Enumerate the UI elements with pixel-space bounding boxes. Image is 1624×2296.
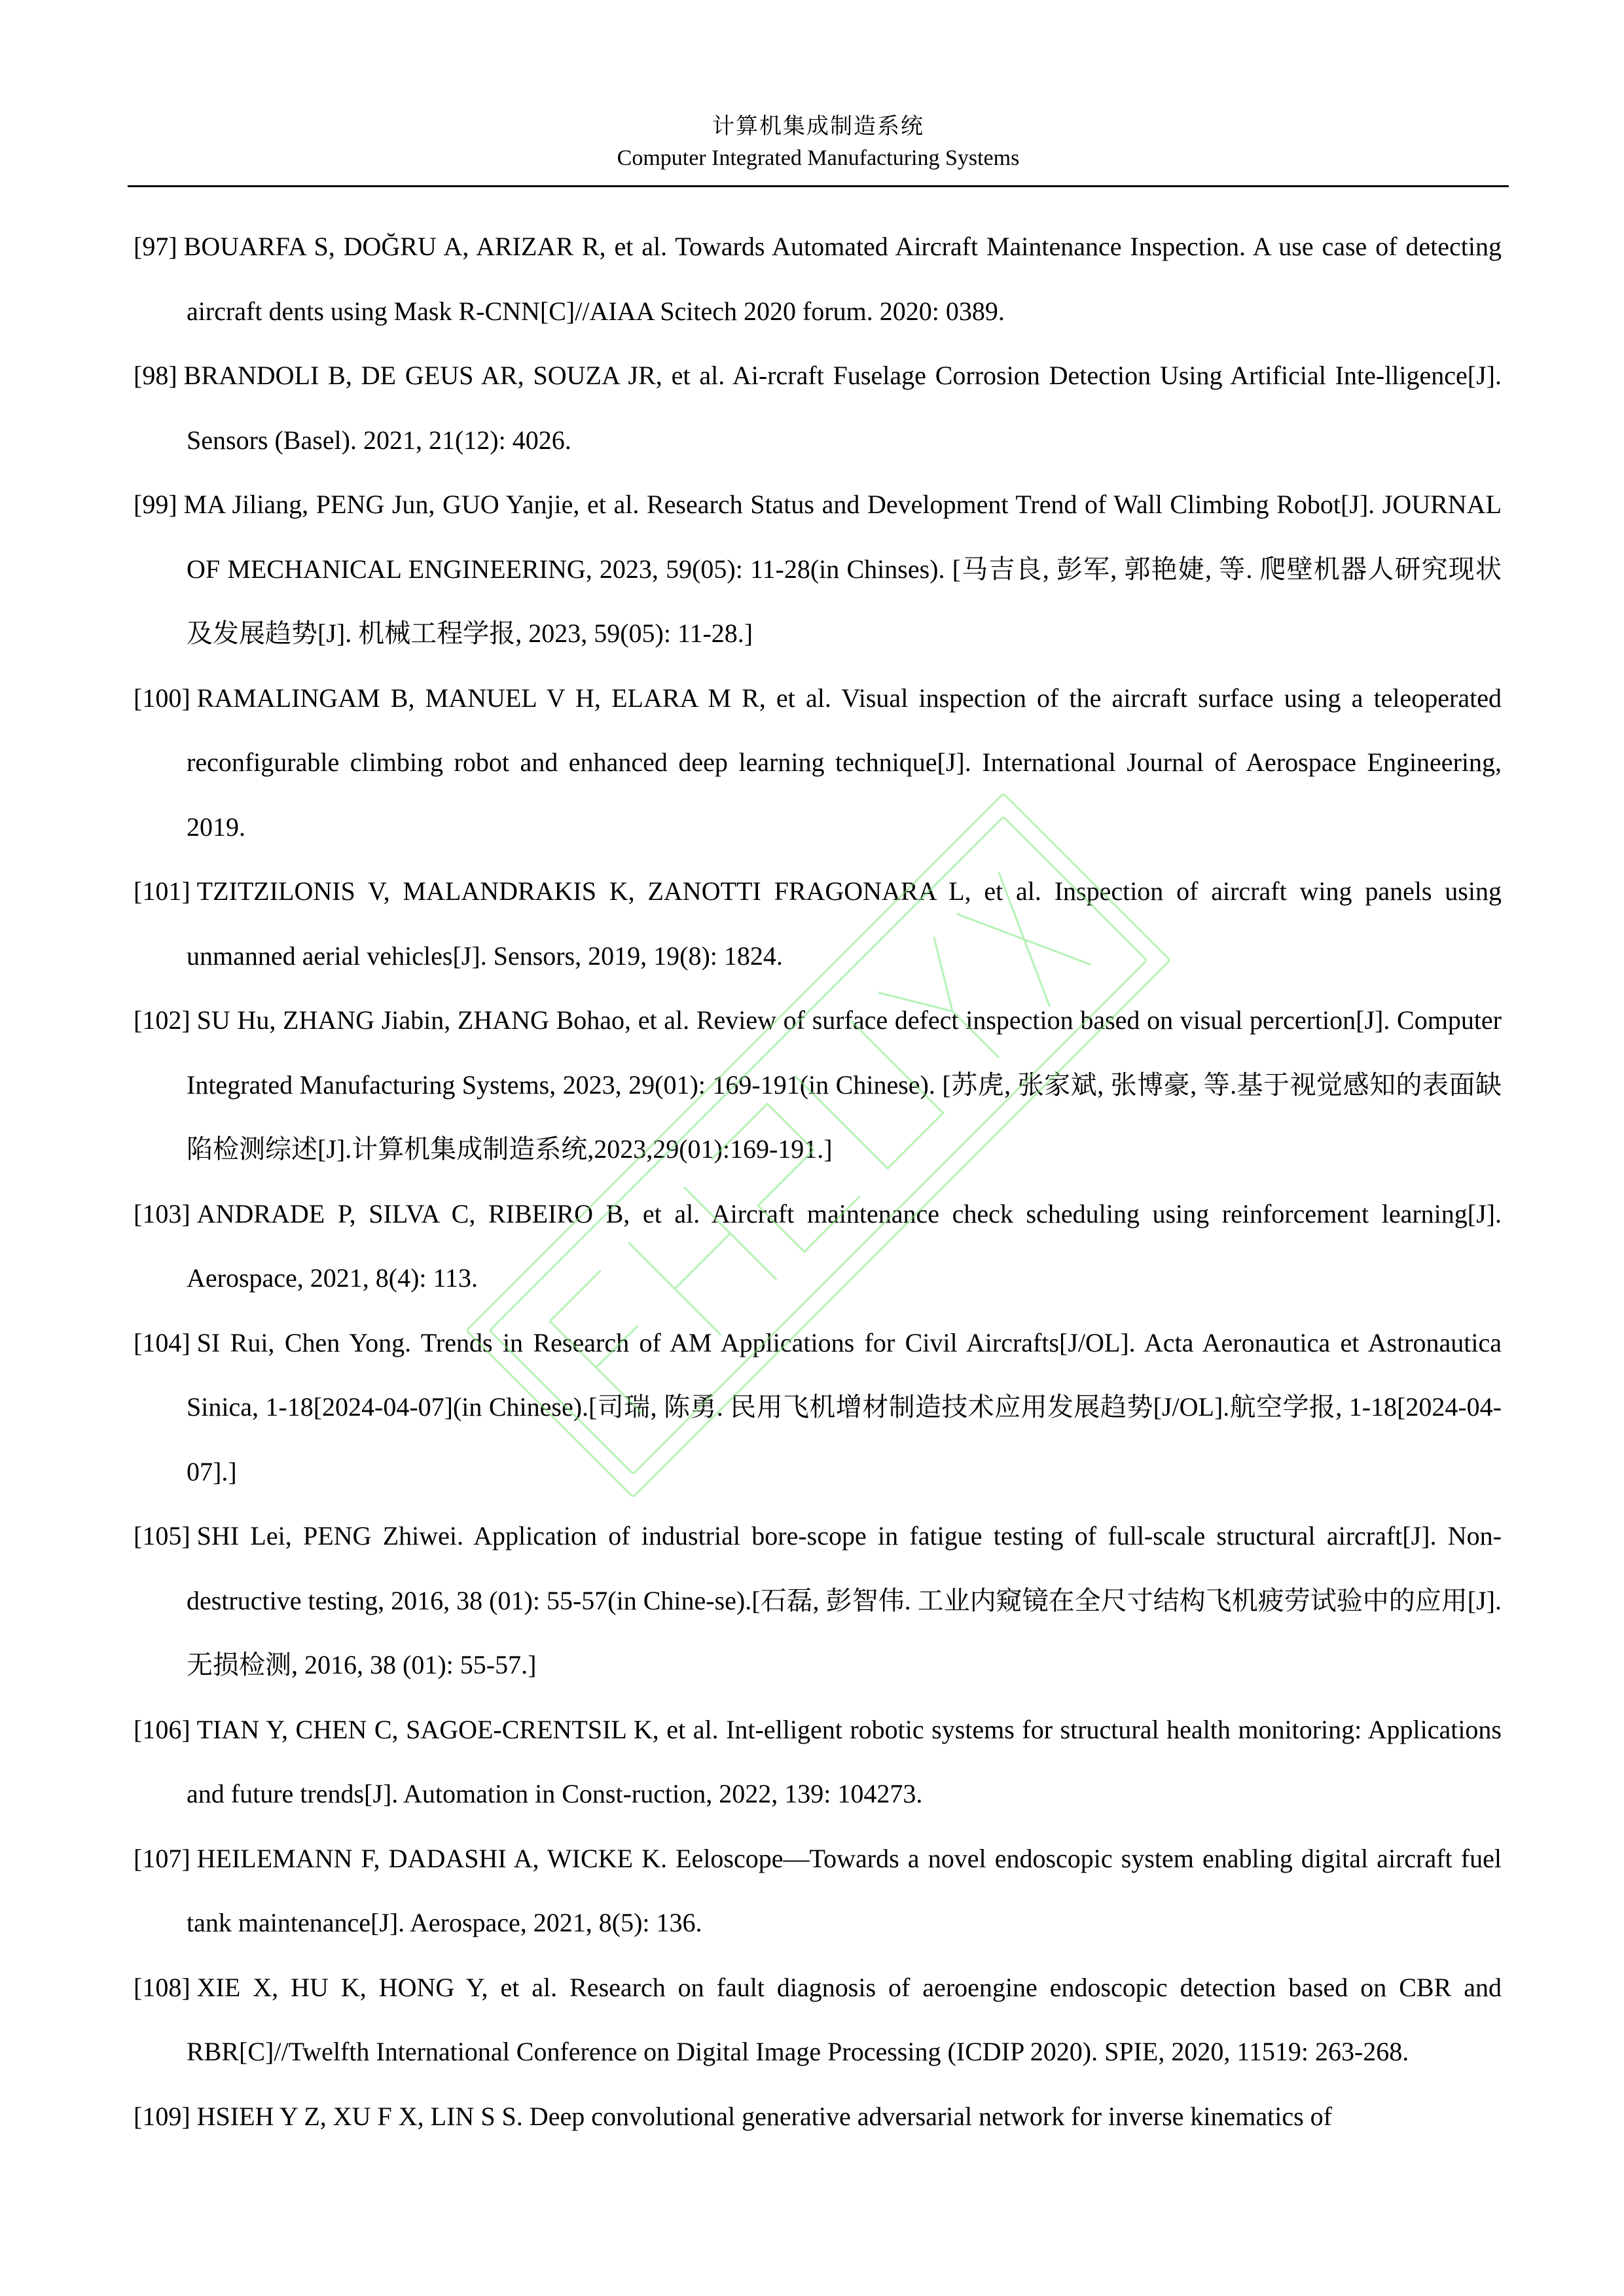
reference-text: HEILEMANN F, DADASHI A, WICKE K. Eeloscope—Towards a novel endoscopic system enabling digital aircraft fuel tank maintenance[J]. Aerospace, 2021, 8(5): 136. [187, 1843, 1502, 1937]
reference-number: [99] [134, 490, 177, 519]
reference-text: BRANDOLI B, DE GEUS AR, SOUZA JR, et al. Ai-rcraft Fuselage Corrosion Detection Using Artificial Inte-lligence[J]. Sensors (Basel). 2021, 21(12): 4026. [183, 361, 1502, 455]
reference-number: [108] [134, 1972, 190, 2002]
reference-item [134, 1956, 1502, 2085]
reference-number: [101] [134, 876, 190, 906]
reference-number: [102] [134, 1005, 190, 1035]
reference-number: [98] [134, 361, 177, 390]
reference-number: [100] [134, 683, 190, 713]
reference-number: [103] [134, 1198, 190, 1229]
journal-title-chinese: 计算机集成制造系统 [712, 115, 924, 139]
header-divider [128, 185, 1509, 187]
reference-item [134, 473, 1502, 666]
reference-number: [104] [134, 1327, 190, 1357]
reference-item [134, 344, 1502, 473]
reference-text: MA Jiliang, PENG Jun, GUO Yanjie, et al. Research Status and Development Trend of Wall Climbing Robot[J]. JOURNAL OF MECHANICAL ENGINEERING, 2023, 59(05): 11-28(in Chinses). [马吉良, 彭军, 郭艳婕, 等. 爬壁机器人研究现状及发展趋势[J]. 机械工程学报, 2023, 59(05): 11-28.] [183, 490, 1502, 648]
reference-item [134, 666, 1502, 860]
reference-text: SHI Lei, PENG Zhiwei. Application of industrial bore-scope in fatigue testing of full-scale structural aircraft[J]. Non-destructive testing, 2016, 38 (01): 55-57(in Chine-se).[石磊, 彭智伟. 工业内窥镜在全尺寸结构飞机疲劳试验中的应用[J]. 无损检测, 2016, 38 (01): 55-57.] [187, 1521, 1502, 1679]
reference-item [134, 1182, 1502, 1311]
running-header [128, 111, 1509, 174]
reference-number: [107] [134, 1843, 190, 1873]
reference-item [134, 1311, 1502, 1505]
reference-text: XIE X, HU K, HONG Y, et al. Research on fault diagnosis of aeroengine endoscopic detection based on CBR and RBR[C]//Twelfth International Conference on Digital Image Processing (ICDIP 2020). SPIE, 2020, 11519: 263-268. [187, 1972, 1502, 2066]
reference-item [134, 988, 1502, 1182]
reference-item [134, 1827, 1502, 1956]
reference-item [134, 859, 1502, 988]
reference-number: [105] [134, 1521, 190, 1551]
reference-text: HSIEH Y Z, XU F X, LIN S S. Deep convolutional generative adversarial network for inverse kinematics of [196, 2101, 1332, 2131]
reference-text: SI Rui, Chen Yong. Trends in Research of AM Applications for Civil Aircrafts[J/OL]. Acta Aeronautica et Astronautica Sinica, 1-18[2024-04-07](in Chinese).[司瑞, 陈勇. 民用飞机增材制造技术应用发展趋势[J/OL].航空学报, 1-18[2024-04-07].] [187, 1327, 1502, 1486]
journal-title-english: Computer Integrated Manufacturing Systems [617, 146, 1020, 170]
reference-text: BOUARFA S, DOĞRU A, ARIZAR R, et al. Towards Automated Aircraft Maintenance Inspection. A use case of detecting aircraft dents using Mask R-CNN[C]//AIAA Scitech 2020 forum. 2020: 0389. [183, 232, 1502, 326]
reference-item [134, 1698, 1502, 1827]
reference-text: TZITZILONIS V, MALANDRAKIS K, ZANOTTI FRAGONARA L, et al. Inspection of aircraft wing panels using unmanned aerial vehicles[J]. Sensors, 2019, 19(8): 1824. [187, 876, 1502, 971]
reference-number: [109] [134, 2101, 190, 2131]
reference-number: [106] [134, 1714, 190, 1744]
reference-item [134, 2085, 1502, 2149]
reference-item [134, 1504, 1502, 1698]
reference-list [134, 215, 1502, 2149]
reference-text: SU Hu, ZHANG Jiabin, ZHANG Bohao, et al. Review of surface defect inspection based on visual percertion[J]. Computer Integrated Manufacturing Systems, 2023, 29(01): 169-191(in Chinese). [苏虎, 张家斌, 张博豪, 等.基于视觉感知的表面缺陷检测综述[J].计算机集成制造系统,2023,29(01):169-191.] [187, 1005, 1502, 1164]
reference-number: [97] [134, 232, 177, 261]
reference-text: ANDRADE P, SILVA C, RIBEIRO B, et al. Aircraft maintenance check scheduling using reinforcement learning[J]. Aerospace, 2021, 8(4): 113. [187, 1198, 1502, 1293]
reference-item [134, 215, 1502, 344]
reference-text: RAMALINGAM B, MANUEL V H, ELARA M R, et al. Visual inspection of the aircraft surface using a teleoperated reconfigurable climbing robot and enhanced deep learning technique[J]. International Journal of Aerospace Engineering, 2019. [187, 683, 1502, 842]
reference-text: TIAN Y, CHEN C, SAGOE-CRENTSIL K, et al. Int-elligent robotic systems for structural health monitoring: Applications and future trends[J]. Automation in Const-ruction, 2022, 139: 104273. [187, 1714, 1502, 1808]
